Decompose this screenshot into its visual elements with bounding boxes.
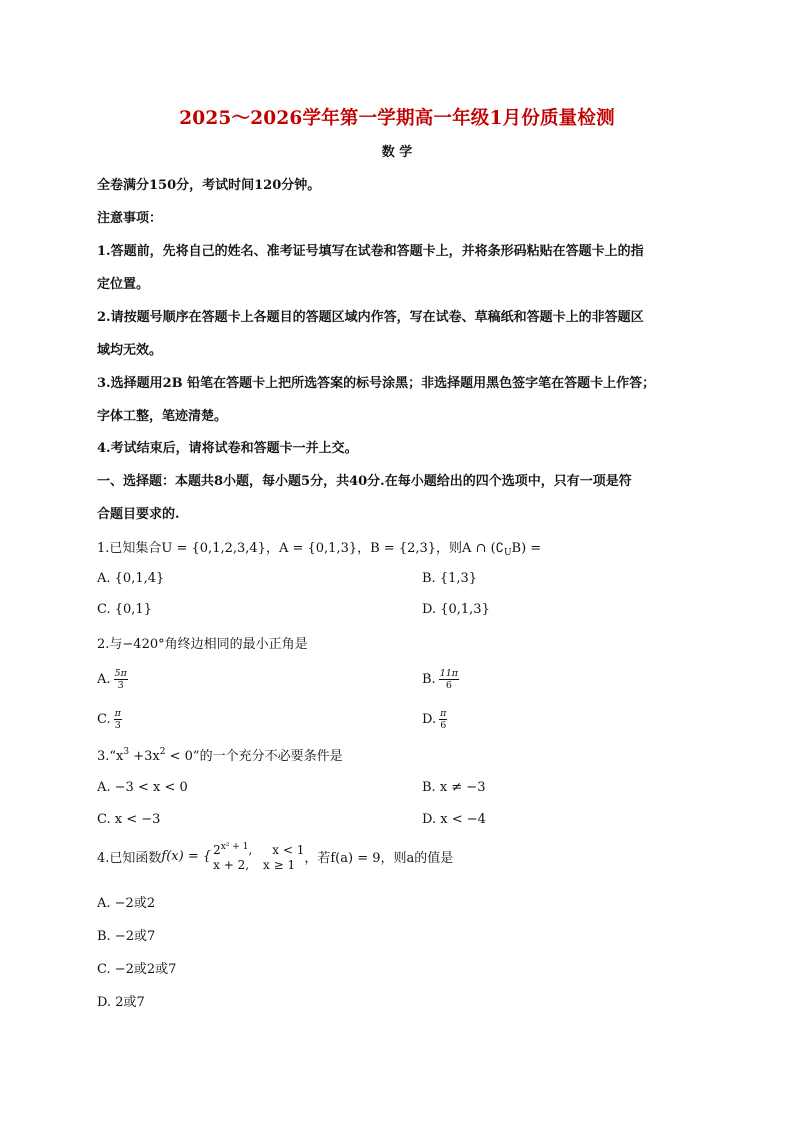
question-2-option-a bbox=[97, 668, 128, 691]
question-3-option-b: B. x ≠ −3 bbox=[422, 780, 486, 795]
question-3-exponent-2: 2 bbox=[159, 747, 166, 757]
question-2-option-d-label: D. bbox=[422, 712, 437, 727]
fraction-numerator: π bbox=[114, 708, 121, 719]
question-3-stem-c: < 0”的一个充分不必要条件是 bbox=[165, 749, 343, 764]
piecewise-row-1-comma: , bbox=[248, 843, 253, 857]
question-1-stem-end: B) = bbox=[511, 541, 542, 556]
question-1-option-d: D. {0,1,3} bbox=[422, 602, 490, 617]
note-1-line-1: 1.答题前，先将自己的姓名、准考证号填写在试卷和答题卡上，并将条形码粘贴在答题卡上的指 bbox=[97, 244, 644, 259]
question-1-stem-text: 1.已知集合U = {0,1,2,3,4}，A = {0,1,3}，B = {2,3}，则A ∩ (∁ bbox=[97, 541, 504, 556]
fraction-denominator: 3 bbox=[117, 680, 124, 691]
question-3-option-c: C. x < −3 bbox=[97, 812, 161, 827]
question-2-option-b bbox=[422, 668, 459, 691]
section-1-heading-line-1: 一、选择题：本题共8小题，每小题5分，共40分.在每小题给出的四个选项中，只有一项是符 bbox=[97, 474, 632, 489]
fraction-denominator: 6 bbox=[445, 680, 452, 691]
piecewise-row-2 bbox=[213, 858, 304, 873]
fraction-denominator: 6 bbox=[440, 720, 447, 731]
question-3-option-d: D. x < −4 bbox=[422, 812, 486, 827]
fraction-denominator: 3 bbox=[114, 720, 121, 731]
question-3-stem-a: 3.“x bbox=[97, 749, 124, 764]
question-4-stem-b: ，若f(a) = 9，则a的值是 bbox=[304, 851, 454, 866]
question-4-function: f(x) = { bbox=[161, 849, 212, 864]
fraction-numerator: 11π bbox=[439, 668, 459, 679]
question-4-option-c: C. −2或2或7 bbox=[97, 962, 177, 977]
question-4-option-b: B. −2或7 bbox=[97, 929, 156, 944]
note-4: 4.考试结束后，请将试卷和答题卡一并上交。 bbox=[97, 441, 358, 456]
notes-heading: 注意事项： bbox=[97, 211, 163, 226]
question-1-option-a: A. {0,1,4} bbox=[97, 571, 165, 586]
note-2-line-2: 域均无效。 bbox=[97, 343, 163, 358]
question-2-option-b-fraction bbox=[439, 668, 459, 691]
note-3-line-2: 字体工整，笔迹清楚。 bbox=[97, 409, 228, 424]
note-2-line-1: 2.请按题号顺序在答题卡上各题目的答题区域内作答，写在试卷、草稿纸和答题卡上的非答题区 bbox=[97, 310, 644, 325]
question-2-option-d-fraction bbox=[439, 708, 447, 731]
note-3-line-1: 3.选择题用2B 铅笔在答题卡上把所选答案的标号涂黑；非选择题用黑色签字笔在答题卡上作答； bbox=[97, 376, 656, 391]
subject-label: 数 学 bbox=[381, 145, 413, 160]
piecewise-row-1-base: 2 bbox=[213, 843, 221, 857]
question-2-stem: 2.与−420°角终边相同的最小正角是 bbox=[97, 637, 308, 652]
question-1-option-b: B. {1,3} bbox=[422, 571, 478, 586]
piecewise-row-2-condition: x ≥ 1 bbox=[263, 858, 296, 872]
question-4-stem bbox=[97, 840, 697, 873]
question-2-option-a-label: A. bbox=[97, 672, 111, 687]
question-2-option-c bbox=[97, 708, 122, 731]
question-3-option-a: A. −3 < x < 0 bbox=[97, 780, 188, 795]
fraction-numerator: 5π bbox=[114, 668, 127, 679]
piecewise-row-2-expr: x + 2, bbox=[213, 858, 250, 872]
question-4-piecewise bbox=[213, 840, 304, 873]
question-3-stem-b: +3x bbox=[129, 749, 160, 764]
question-1-stem bbox=[97, 537, 697, 558]
question-2-option-c-label: C. bbox=[97, 712, 111, 727]
question-2-option-a-fraction bbox=[114, 668, 128, 691]
section-1-heading-line-2: 合题目要求的. bbox=[97, 507, 180, 522]
piecewise-row-1-exponent: x² + 1 bbox=[220, 842, 249, 852]
note-1-line-2: 定位置。 bbox=[97, 277, 150, 292]
question-4-option-d: D. 2或7 bbox=[97, 995, 145, 1010]
question-3-exponent-1: 3 bbox=[123, 747, 130, 757]
question-1-stem-subscript: U bbox=[503, 548, 512, 558]
question-2-option-d bbox=[422, 708, 447, 731]
question-2-option-c-fraction bbox=[114, 708, 122, 731]
piecewise-row-1-condition: x < 1 bbox=[272, 843, 305, 857]
question-4-stem-a: 4.已知函数 bbox=[97, 851, 162, 866]
question-2-option-b-label: B. bbox=[422, 672, 436, 687]
question-4-option-a: A. −2或2 bbox=[97, 896, 156, 911]
score-line: 全卷满分150分，考试时间120分钟。 bbox=[97, 178, 321, 193]
exam-title: 2025～2026学年第一学期高一年级1月份质量检测 bbox=[179, 108, 615, 129]
piecewise-row-1 bbox=[213, 840, 304, 858]
question-1-option-c: C. {0,1} bbox=[97, 602, 152, 617]
fraction-numerator: π bbox=[440, 708, 447, 719]
question-3-stem bbox=[97, 745, 697, 764]
